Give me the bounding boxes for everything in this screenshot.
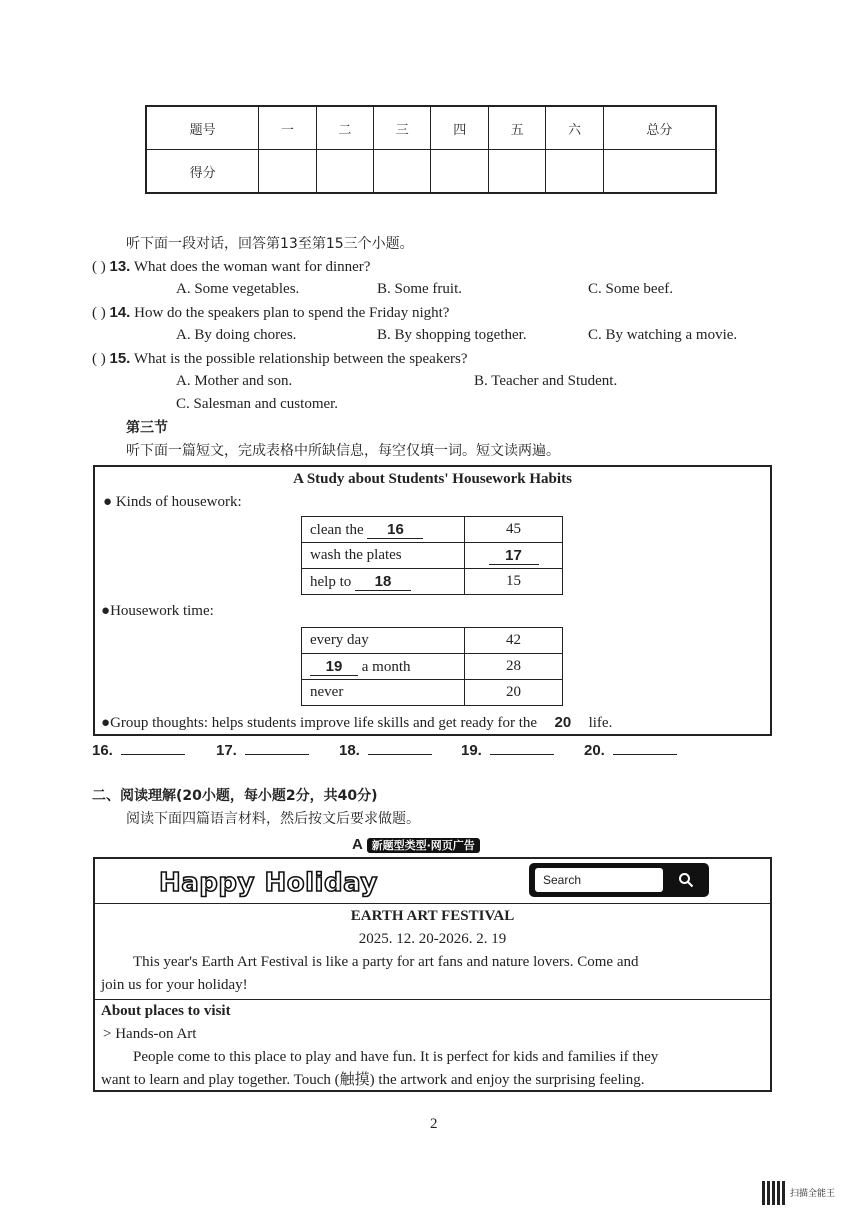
- answer-blank[interactable]: [613, 740, 677, 755]
- divider: [95, 903, 770, 904]
- option: B. By shopping together.: [377, 327, 527, 343]
- answer-line: [92, 740, 185, 760]
- cell-text: help to: [310, 573, 352, 590]
- answer-paren[interactable]: ( ): [92, 259, 106, 275]
- score-cell[interactable]: [316, 150, 373, 194]
- site-logo[interactable]: Happy Holiday: [159, 868, 378, 898]
- answer-label: 17.: [216, 742, 237, 759]
- search-icon[interactable]: [669, 867, 703, 893]
- option: C. Some beef.: [588, 281, 673, 297]
- time-label-text: Housework time:: [110, 603, 214, 619]
- blank-16[interactable]: 16: [367, 521, 423, 539]
- score-header-cell: 四: [431, 106, 488, 150]
- answer-blank[interactable]: [368, 740, 432, 755]
- table-cell: [302, 569, 465, 595]
- event-dates: 2025. 12. 20-2026. 2. 19: [358, 931, 507, 947]
- score-cell[interactable]: [374, 150, 431, 194]
- answer-label: 16.: [92, 742, 113, 759]
- score-header-cell: 五: [488, 106, 545, 150]
- score-header-cell: 一: [259, 106, 316, 150]
- score-row-label: 得分: [146, 150, 259, 194]
- table-row: [302, 543, 563, 569]
- option: A. Mother and son.: [176, 373, 293, 389]
- table-row: [302, 654, 563, 680]
- section-title: 第三节: [126, 420, 168, 436]
- question-number: 14.: [109, 304, 131, 321]
- place-title[interactable]: > Hands-on Art: [103, 1026, 197, 1042]
- table-cell: 42: [465, 628, 563, 654]
- time-table: [301, 627, 563, 706]
- cell-text: clean the: [310, 521, 364, 538]
- answer-line: [339, 740, 432, 760]
- blank-20[interactable]: 20: [541, 711, 585, 735]
- group-thoughts: ●Group thoughts: helps students improve life skills and get ready for the 20 life.: [101, 711, 612, 735]
- question-13: [92, 255, 370, 279]
- box-title: A Study about Students' Housework Habits: [293, 471, 572, 487]
- option: A. Some vegetables.: [176, 281, 300, 297]
- blank-17[interactable]: 17: [489, 547, 539, 565]
- option: B. Some fruit.: [377, 281, 462, 297]
- score-row: [146, 150, 716, 194]
- table-cell: 15: [465, 569, 563, 595]
- score-cell[interactable]: [603, 150, 716, 194]
- question-text: What does the woman want for dinner?: [133, 259, 371, 275]
- score-header-row: [146, 106, 716, 150]
- table-cell: 20: [465, 680, 563, 706]
- event-title: EARTH ART FESTIVAL: [350, 908, 515, 924]
- answer-label: 18.: [339, 742, 360, 759]
- table-row: [302, 517, 563, 543]
- answer-paren[interactable]: ( ): [92, 305, 106, 321]
- answer-label: 20.: [584, 742, 605, 759]
- score-header-cell: 题号: [146, 106, 259, 150]
- table-cell: never: [302, 680, 465, 706]
- passage-label: [352, 833, 480, 857]
- reading-heading: 二、阅读理解(20小题，每小题2分，共40分): [92, 788, 378, 804]
- group-text-end: life.: [588, 715, 613, 731]
- reading-intro: 阅读下面四篇语言材料，然后按文后要求做题。: [126, 811, 420, 827]
- table-cell: [302, 654, 465, 680]
- score-cell[interactable]: [488, 150, 545, 194]
- table-cell: 45: [465, 517, 563, 543]
- time-label: ●Housework time:: [101, 603, 214, 619]
- table-cell: wash the plates: [302, 543, 465, 569]
- score-cell[interactable]: [431, 150, 488, 194]
- table-cell: [465, 543, 563, 569]
- question-15: [92, 347, 468, 371]
- qr-code-icon: [762, 1181, 786, 1205]
- housework-box: [93, 465, 772, 736]
- answer-line: [216, 740, 309, 760]
- table-cell: 28: [465, 654, 563, 680]
- blank-18[interactable]: 18: [355, 573, 411, 591]
- score-header-cell: 六: [546, 106, 603, 150]
- places-heading: About places to visit: [101, 1003, 231, 1019]
- option: A. By doing chores.: [176, 327, 297, 343]
- table-row: [302, 680, 563, 706]
- question-type-badge: 新题型类型·网页广告: [367, 838, 480, 853]
- table-cell: every day: [302, 628, 465, 654]
- question-text: What is the possible relationship between the speakers?: [133, 351, 468, 367]
- answer-blank[interactable]: [245, 740, 309, 755]
- question-text: How do the speakers plan to spend the Friday night?: [134, 305, 450, 321]
- answer-label: 19.: [461, 742, 482, 759]
- search-input[interactable]: Search: [535, 868, 663, 892]
- table-cell: [302, 517, 465, 543]
- option: B. Teacher and Student.: [474, 373, 618, 389]
- table-row: [302, 628, 563, 654]
- option: C. By watching a movie.: [588, 327, 738, 343]
- answer-line: [584, 740, 677, 760]
- option: C. Salesman and customer.: [176, 396, 339, 412]
- intro-line: join us for your holiday!: [101, 977, 248, 993]
- listening-intro: 听下面一段对话，回答第13至第15三个小题。: [126, 236, 414, 252]
- kinds-table: [301, 516, 563, 595]
- score-cell[interactable]: [546, 150, 603, 194]
- cell-text: a month: [361, 658, 411, 675]
- kinds-label-text: Kinds of housework:: [115, 494, 242, 510]
- blank-19[interactable]: 19: [310, 658, 358, 676]
- score-header-cell: 总分: [603, 106, 716, 150]
- section-intro: 听下面一篇短文，完成表格中所缺信息，每空仅填一词。短文读两遍。: [126, 443, 560, 459]
- score-cell[interactable]: [259, 150, 316, 194]
- intro-line: This year's Earth Art Festival is like a party for art fans and nature lovers. Come and: [133, 954, 639, 970]
- score-header-cell: 三: [374, 106, 431, 150]
- answer-paren[interactable]: ( ): [92, 351, 106, 367]
- group-text: Group thoughts: helps students improve life skills and get ready for the: [110, 715, 538, 731]
- kinds-label: ● Kinds of housework:: [103, 494, 242, 510]
- passage-letter: A: [352, 836, 363, 853]
- table-row: [302, 569, 563, 595]
- score-table: [145, 105, 717, 194]
- score-header-cell: 二: [316, 106, 373, 150]
- place-text: want to learn and play together. Touch (触摸) the artwork and enjoy the surprising feeling.: [101, 1072, 645, 1088]
- ad-webpage: [93, 857, 772, 1092]
- scanner-watermark: 扫描全能王: [790, 1189, 836, 1199]
- question-14: [92, 301, 449, 325]
- answer-blank[interactable]: [490, 740, 554, 755]
- question-number: 15.: [109, 350, 131, 367]
- search-bar: [529, 863, 709, 897]
- page-number: 2: [430, 1116, 438, 1132]
- answer-line: [461, 740, 554, 760]
- place-text: People come to this place to play and have fun. It is perfect for kids and families if they: [133, 1049, 659, 1065]
- question-number: 13.: [109, 258, 131, 275]
- answer-blank[interactable]: [121, 740, 185, 755]
